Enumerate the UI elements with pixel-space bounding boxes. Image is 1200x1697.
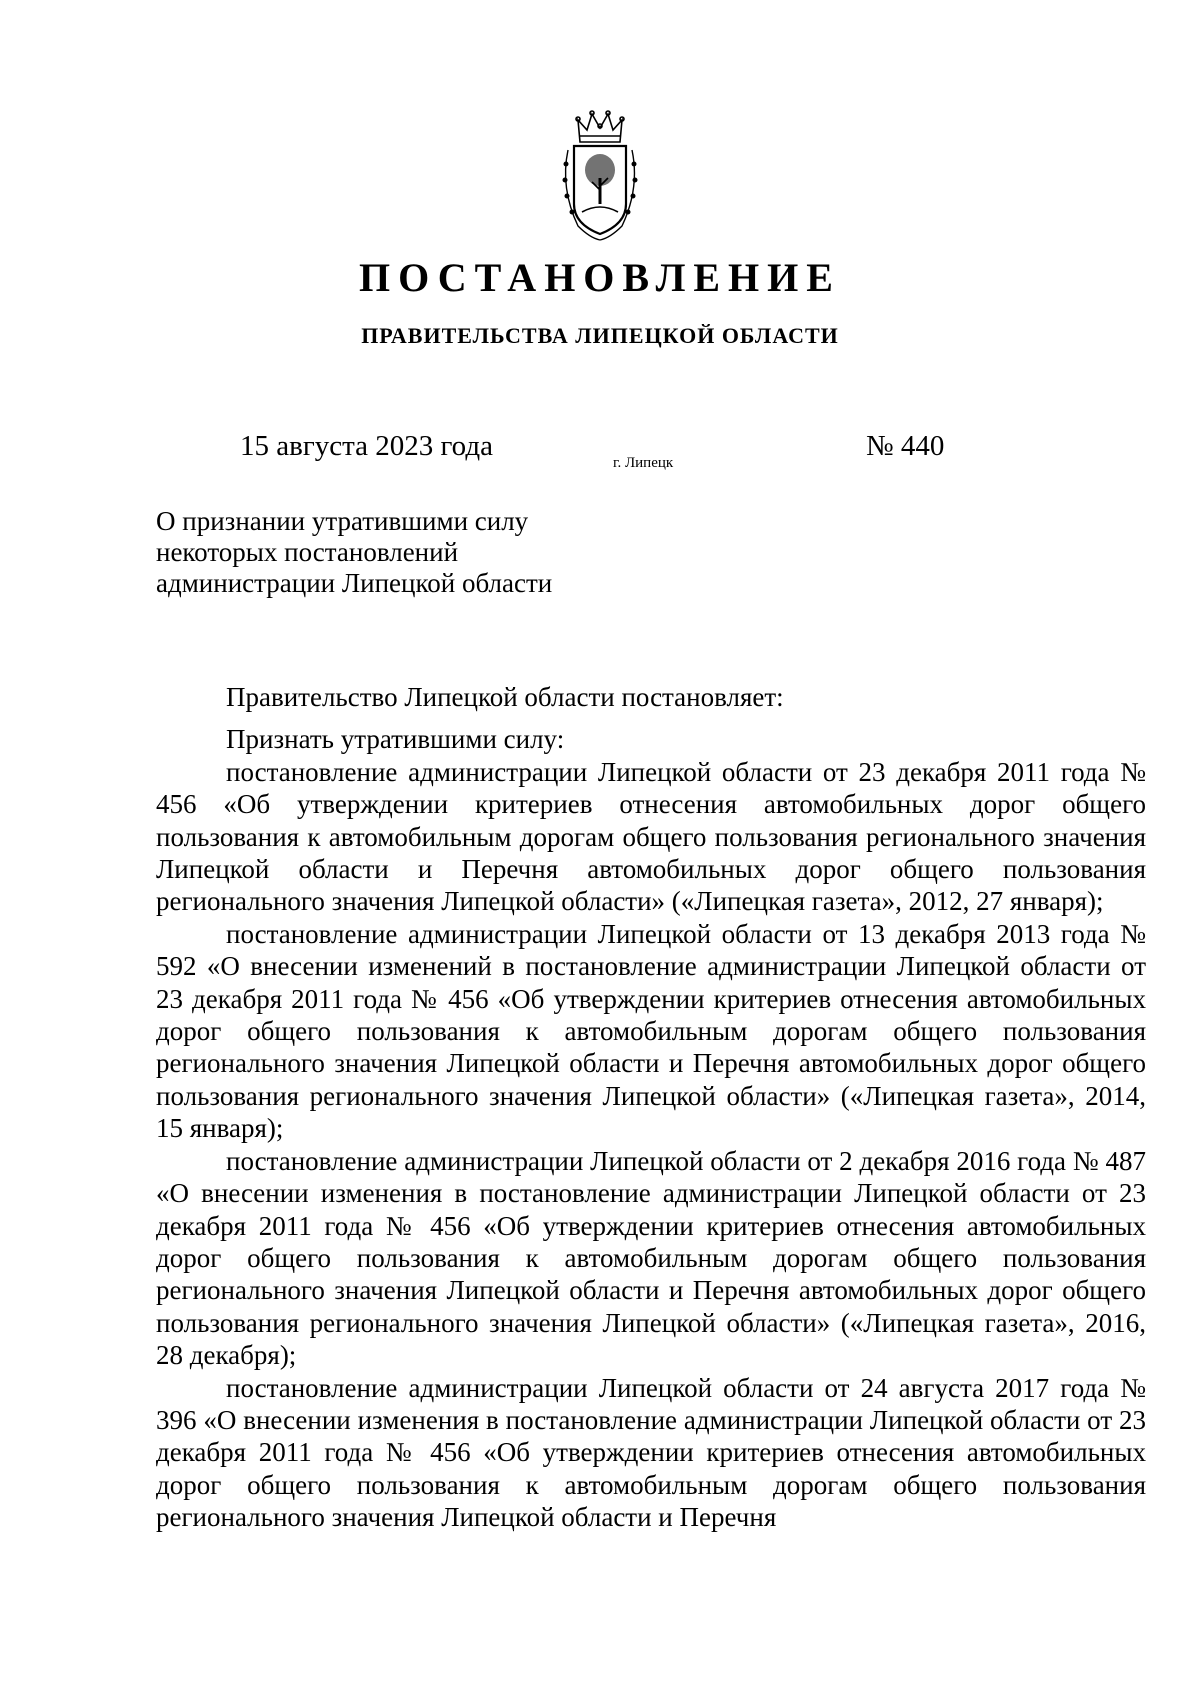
body-paragraph: постановление администрации Липецкой области от 23 декабря 2011 года № 456 «Об утверждении критериев отнесения автомобильных дорог общего пользования к автомобильным дорогам общего пользования регионального значения Липецкой области и Перечня автомобильных дорог общего пользования регионального значения Липецкой области» («Липецкая газета», 2012, 27 января); [156, 756, 1146, 917]
body-paragraph: постановление администрации Липецкой области от 2 декабря 2016 года № 487 «О внесении изменения в постановление администрации Липецкой области от 23 декабря 2011 года № 456 «Об утверждении критериев отнесения автомобильных дорог общего пользования к автомобильным дорогам общего пользования регионального значения Липецкой области и Перечня автомобильных дорог общего пользования регионального значения Липецкой области» («Липецкая газета», 2016, 28 декабря); [156, 1145, 1146, 1371]
body-paragraph: постановление администрации Липецкой области от 13 декабря 2013 года № 592 «О внесении изменений в постановление администрации Липецкой области от 23 декабря 2011 года № 456 «Об утверждении критериев отнесения автомобильных дорог общего пользования к автомобильным дорогам общего пользования регионального значения Липецкой области и Перечня автомобильных дорог общего пользования регионального значения Липецкой области» («Липецкая газета», 2014, 15 января); [156, 918, 1146, 1144]
document-heading [156, 506, 676, 599]
heading-line: некоторых постановлений [156, 537, 459, 567]
document-date: 15 августа 2023 года [240, 430, 493, 462]
coat-of-arms-icon [558, 108, 642, 244]
heading-line: О признании утратившими силу [156, 506, 529, 536]
document-number: № 440 [866, 430, 945, 462]
document-title: ПОСТАНОВЛЕНИЕ [359, 255, 841, 300]
body-decision: Признать утратившими силу: [226, 724, 565, 755]
document-city: г. Липецк [613, 455, 674, 471]
body-paragraph: постановление администрации Липецкой области от 24 августа 2017 года № 396 «О внесении изменения в постановление администрации Липецкой области от 23 декабря 2011 года № 456 «Об утверждении критериев отнесения автомобильных дорог общего пользования к автомобильным дорогам общего пользования регионального значения Липецкой области и Перечня [156, 1372, 1146, 1533]
document-body [156, 681, 1146, 1534]
document-subtitle: ПРАВИТЕЛЬСТВА ЛИПЕЦКОЙ ОБЛАСТИ [361, 323, 839, 348]
body-intro: Правительство Липецкой области постановляет: [226, 682, 784, 712]
heading-line: администрации Липецкой области [156, 568, 553, 598]
